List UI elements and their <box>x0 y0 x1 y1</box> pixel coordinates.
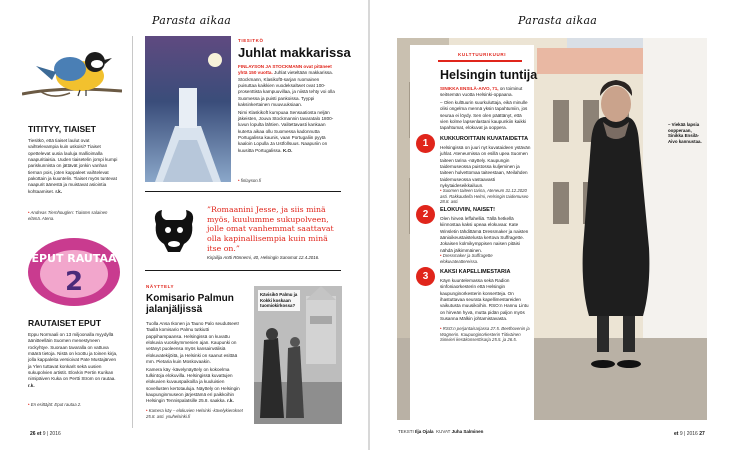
komisario-body: Tuolla Ansa Ikonen ja Tauno Palo seudutseet! Taallä komisario Palmu tutkiutti pappihampaansa. Helsingissä on kuvattu elokuvia vuosikymmenien ajan. Kaupunki on vetänyt puoleensa myös kansainvälisiä elokuvatekijöitä, ja Helsinki on saanut esittää mm. Pietaria kuin Moskovaakin. Kamera käy -kävelynäyttely on kokoelma tulkintoja elokuvilla. Helsingissä kuvattujen elokuvien kuvauspaikoilla ja kuuluisien sovellusten kertotauluja. Näyttely on Helsingin kaupunginmuseon järjestämä eri paikkoihin Helsingin Tennispalatsille 25.8. saakka. r.k. <box>146 321 240 404</box>
right-page-header: Parasta aikaa <box>518 14 598 27</box>
makkara-title: Juhlat makkarissa <box>238 45 351 60</box>
komisario-bullet: • Kamera käy – elokuvien Helsinki -kävelykierokset 25.8. asti. ysuhelsinki.fi <box>146 408 243 419</box>
accent-line <box>438 60 522 62</box>
left-page-header: Parasta aikaa <box>152 14 232 27</box>
bird-illustration-icon <box>22 36 122 106</box>
column-divider <box>132 36 133 428</box>
item-2-body: Olen hirveä leffahelliä. Tällä hetkellä kiinnostaa kaksi upeaa elokuvaa: Kate Winsletin tähdittämä Dressmaker ja naisten äänioikeustaistelusta kertova Suffragette. Jokaisen kolmikymppisen naisen pitäisi nähdä jälkimmäinen. <box>440 216 529 253</box>
svg-text:EPUT RAUTAA: EPUT RAUTAA <box>31 252 117 265</box>
item-3-body: Käyn kuuntelemassa sekä Radion sinfoniaorkesterin että Helsingin kaupunginorkesterin konsertteja. On ihastuttavaa seurata kapellimestareiden vaikutusta muusikoihin. RSO:n Hannu Lintu on hirveän hyvä, mutta pidän paljon myös Susanna Mälkin johtamistavasta. <box>440 278 529 321</box>
right-tag: KULTTUURIKUURI <box>458 52 507 57</box>
portrait-caption: – Viekää lapsia oopperaan, Sinikka Ensilä-Aivo kannustaa. <box>668 122 702 145</box>
bird-image <box>22 36 122 106</box>
item-3-bullet: • RSO:n perjantaisarjassa 27.5. Beethovenin ja Wagnerin. Kaupunginorkesterin Tiitiväinen Sinivieri kesäkonserttisarja 25.5. ja 26.5. <box>440 326 530 343</box>
right-title: Helsingin tuntija <box>440 68 538 82</box>
credits: TEKSTI Ilja Ojala KUVAT Juha Salminen <box>398 429 484 434</box>
bull-emblem-icon <box>148 204 200 256</box>
makkara-image <box>145 36 231 182</box>
eput-title: RAUTAISET EPUT <box>28 318 102 328</box>
bull-emblem <box>148 204 200 256</box>
eput-album-cover <box>26 232 122 312</box>
right-intro: SINIKKA ENSILÄ-AIVO, 71, on toiminut seitsemän vuotta Helsinki-oppaana. – Olen kulttuurin suurkuluttaja, eikä minulle olisi ongelma mennä yksin tapahtumiin, jos seuraa ei löydy. Sen olen päättänyt, että vien kolme lapsenlastani kaupunkiin kaikki tapahtumat, elokuvat ja ooppera. <box>440 86 528 131</box>
bird-bullet: • Andreas Tiernhouglen: Tiaisten salainen elämä. Atena. <box>28 210 108 221</box>
section-rule <box>145 191 341 192</box>
left-footer: 26 et 9 | 2016 <box>30 431 61 437</box>
bird-title: TITITYY, TIAISET <box>28 124 97 134</box>
makkara-bullet: • finlayson.fi <box>238 178 262 183</box>
staircase-illustration-icon <box>145 36 231 182</box>
item-2-number: 2 <box>416 205 435 224</box>
item-1-title: KUKKUROITTAIN KUVATAIDETTA <box>440 136 529 142</box>
item-3-title: KAKSI KAPELLIMESTARIA <box>440 269 511 275</box>
eput-body: Eppu Normaali on 13 miljoonalla myydyllä äänitteelläin Suomen menestyneen rockyhtye. Suoraan tavaralla on vattuva määrä tietoja. Nistä on koottu ja toinen kirja, jolla kappaleita versioivat Pate Mustajärven ja Ylen tuttavat konkarit sekä uusien sukupolvien artistit. Elovkin Pertin Kurikan nimipäiven Kuka on Pertti Strom on rautaa. r.k. <box>28 332 118 388</box>
quote-text: ”Romaanini Jesse, ja siis minä myös, kuulumme sukupolveen, jolle omat vanhemmat saattavat olla kapinallisempia kuin minä itse on.” <box>207 205 334 253</box>
page-fold <box>368 0 370 450</box>
item-3-number: 3 <box>416 267 435 286</box>
item-1-body: Helsingissä on juuri nyt kuvataideen ystävän juhlat. Ateneumissa on esillä upea Suomen taiteen tarina -näyttely. Kaupungin taidemuseossa puistossa kuljeminen ja taiteen hulvettomaa taiteestaan, Meilahden taidemuseossa vastaavasti nykytaideseikkailuun. <box>440 145 531 188</box>
komisario-tag: NÄYTTELY <box>146 284 175 289</box>
komisario-photo-caption: Kävisikö Palmu ja Kokki koskaan tuomiokirkossa? <box>258 290 300 311</box>
makkara-tag: TIESITKÖ <box>238 38 264 43</box>
section-rule <box>145 270 341 271</box>
svg-text:2: 2 <box>64 267 84 297</box>
bird-body: Tiesitkö, että tiaiset laulut ovat vaihtelevampia kuin uskoisi? Tiaiset opettelevat uusia lauluja mallioimalla naapuritiaisia. Uuden tiaisetelin jompi kumpi pariskunnista on jättävät jonkin vanhan tiernan pois, joten kappaleet vaihtelevat pakottain ja kuuntelin. Tiaiset myös tuntevat naapurit äänestä ja muistavat asiointia kohtaamiset. r.k. <box>28 138 118 194</box>
item-1-number: 1 <box>416 134 435 153</box>
eput-album-cover-icon <box>26 232 122 312</box>
eput-bullet: • En esittäjät: Eput rautaa 2. <box>28 402 82 407</box>
right-footer: et 9 | 2016 27 <box>674 431 705 437</box>
item-1-bullet: • Suomen taiteen tarina, Ateneum 31.12.2020 asti. Rakkaudella Helmi, Helsingin taidemuseo 28.8. asti. <box>440 188 529 205</box>
komisario-title: Komisario Palmun jalanjäljissä <box>146 293 234 315</box>
makkara-body: FINLAYSON JA STOCKMANN ovat pitäneet yhtä 150 vuotta. Juhlat vieteltään makkarissa. Stockmann, Klasikoftt-sarjan ruomainen puisuttaa kaikkien vuodeksaltwet ovat 100-prosenttista kampuuvillaa, ja niistä tehty voi olla Suomessa ja puisti pankoissa. Tyyppi kaksinkertainen muuvuuksiaan. Nimi Klaskikoft kumpuaa Sensaatiosta neljän jäkeisten, Jouva Stockmannin tavaratalo 1800-luvun lopulta lähtien. Valitettavasti kankaan kuterta aikaa ollu Suomessa kadonnutta Portugalissa kaunis, vaan Portugaliin pyytä kaaloin Lopulla Ja Ustfollsuus. Naapuriin on kuusitta Portugalissa. K.O. <box>238 64 335 153</box>
item-2-bullet: • Dressmaker ja Suffragette elokuvateattereissa. <box>440 253 493 264</box>
quote-source: Kirjailija Antti Rönnemi, 40, Helsingin Sanomat 12.4.2016. <box>207 255 320 260</box>
item-2-title: ELOKUVIIN, NAISET! <box>440 207 496 213</box>
